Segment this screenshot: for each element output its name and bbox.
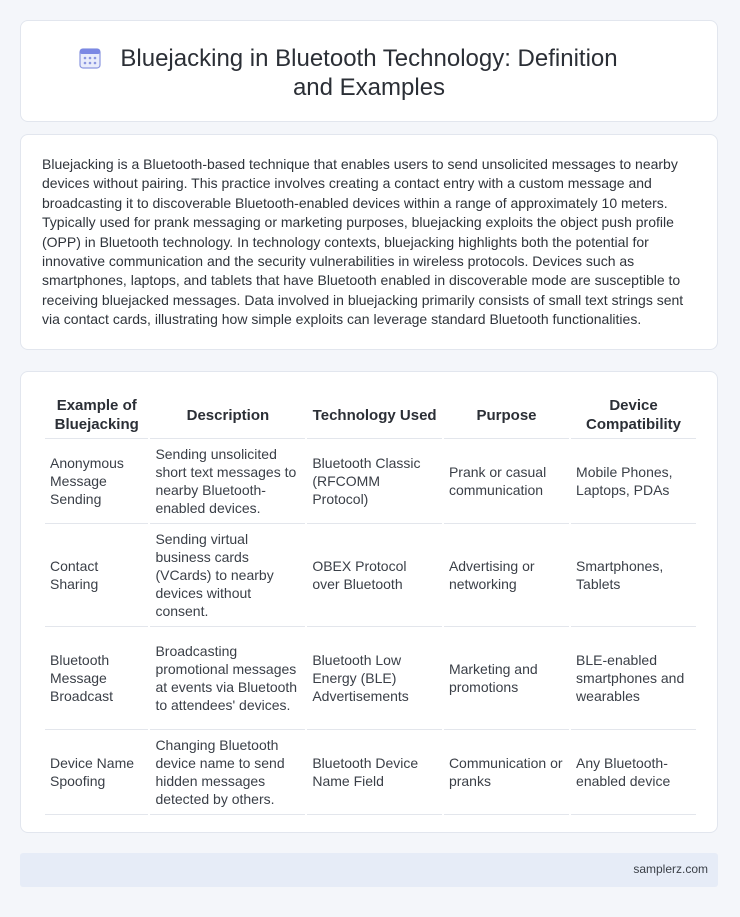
column-header: Example of Bluejacking (45, 392, 148, 439)
column-header: Description (150, 392, 305, 439)
column-header: Purpose (444, 392, 569, 439)
examples-table (43, 392, 698, 815)
footer-bar (20, 853, 718, 887)
table-cell: Marketing and promotions (444, 627, 569, 730)
table-cell: Any Bluetooth-enabled device (571, 730, 696, 815)
table-cell: Contact Sharing (45, 524, 148, 627)
table-card (20, 371, 718, 833)
table-cell: Communication or pranks (444, 730, 569, 815)
table-cell: Sending unsolicited short text messages to nearby Bluetooth-enabled devices. (150, 439, 305, 524)
table-cell: Mobile Phones, Laptops, PDAs (571, 439, 696, 524)
table-cell: Broadcasting promotional messages at events via Bluetooth to attendees' devices. (150, 627, 305, 730)
page-title: Bluejacking in Bluetooth Technology: Definition and Examples (120, 45, 618, 101)
table-cell: Smartphones, Tablets (571, 524, 696, 627)
table-cell: Anonymous Message Sending (45, 439, 148, 524)
column-header: Device Compatibility (571, 392, 696, 439)
table-cell: Advertising or networking (444, 524, 569, 627)
table-cell: Bluetooth Message Broadcast (45, 627, 148, 730)
table-cell: BLE-enabled smartphones and wearables (571, 627, 696, 730)
table-header-row (45, 392, 696, 439)
footer-site-link[interactable]: samplerz.com (633, 862, 708, 876)
table-cell: Bluetooth Device Name Field (307, 730, 442, 815)
table-row (45, 627, 696, 730)
intro-paragraph: Bluejacking is a Bluetooth-based technique that enables users to send unsolicited messages to nearby devices without pairing. This practice involves creating a contact entry with a custom message and broadcasting it to discoverable Bluetooth-enabled devices within a range of approximately 10 meters. Typically used for prank messaging or marketing purposes, bluejacking exploits the object push profile (OPP) in Bluetooth technology. In technology contexts, bluejacking highlights both the potential for innovative communication and the security vulnerabilities in wireless protocols. Devices such as smartphones, laptops, and tablets that have Bluetooth enabled in discoverable mode are susceptible to receiving bluejacked messages. Data involved in bluejacking primarily consists of small text strings sent via contact cards, illustrating how simple exploits can leverage standard Bluetooth functionalities. (42, 156, 684, 328)
table-cell: Prank or casual communication (444, 439, 569, 524)
table-cell: Sending virtual business cards (VCards) to nearby devices without consent. (150, 524, 305, 627)
table-cell: Bluetooth Classic (RFCOMM Protocol) (307, 439, 442, 524)
title-card (20, 20, 718, 122)
table-row (45, 524, 696, 627)
table-cell: Changing Bluetooth device name to send hidden messages detected by others. (150, 730, 305, 815)
table-cell: OBEX Protocol over Bluetooth (307, 524, 442, 627)
intro-card (20, 134, 718, 350)
column-header: Technology Used (307, 392, 442, 439)
table-row (45, 730, 696, 815)
table-cell: Device Name Spoofing (45, 730, 148, 815)
table-row (45, 439, 696, 524)
table-cell: Bluetooth Low Energy (BLE) Advertisements (307, 627, 442, 730)
